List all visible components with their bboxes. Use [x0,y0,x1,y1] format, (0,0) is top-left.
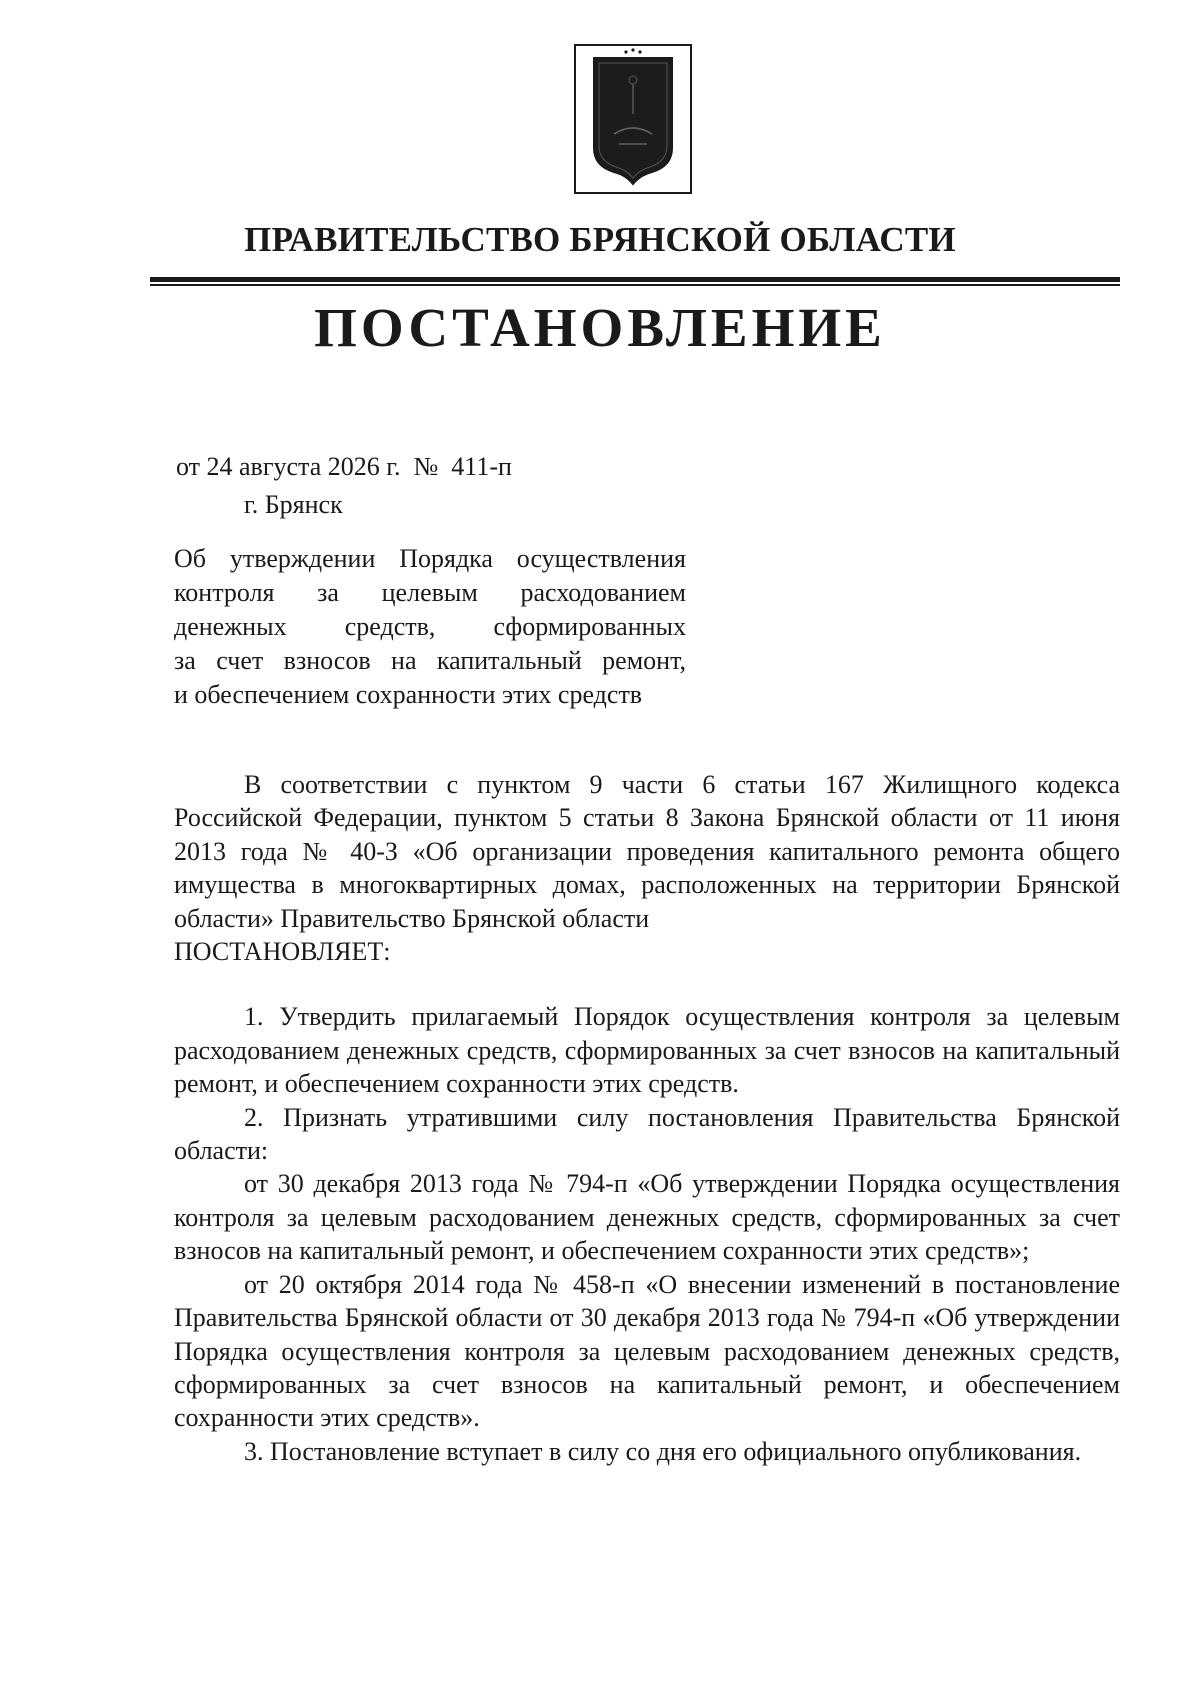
subject-line: и обеспечением сохранности этих средств [174,680,643,709]
item-3-paragraph: 3. Постановление вступает в силу со дня его официального опубликования. [244,1436,1082,1466]
document-meta [176,448,512,524]
subject-line: денежных средств, сформированных [174,612,686,641]
subject-line: контроля за целевым расходованием [174,578,686,607]
item-2b-paragraph: от 20 октября 2014 года № 458-п «О внесении изменений в постановление Правительства Брянской области от 30 декабря 2013 года № 794-п «Об утверждении Порядка осуществления контроля за целевым расходованием денежных средств, сформированных за счет взносов на капитальный ремонт, и обеспечением сохранности этих средств». [174,1269,1120,1433]
date-number-line: от 24 августа 2026 г. № 411-п [176,452,512,481]
item-2-paragraph: 2. Признать утратившими силу постановления Правительства Брянской области: [174,1102,1120,1166]
header-rule-thin [150,284,1120,286]
document-body [174,768,1120,1468]
subject-line: Об утверждении Порядка осуществления [174,544,686,573]
item-1-paragraph: 1. Утвердить прилагаемый Порядок осуществления контроля за целевым расходованием денежных средств, сформированных за счет взносов на капитальный ремонт, и обеспечением сохранности этих средств. [174,1002,1120,1099]
item-2a-paragraph: от 30 декабря 2013 года № 794-п «Об утверждении Порядка осуществления контроля за целевым расходованием денежных средств, сформированных за счет взносов на капитальный ремонт, и обеспечением сохранности этих средств»; [174,1169,1120,1266]
preamble-paragraph: В соответствии с пунктом 9 части 6 статьи 167 Жилищного кодекса Российской Федерации, пунктом 5 статьи 8 Закона Брянской области от 11 июня 2013 года № 40-З «Об организации проведения капитального ремонта общего имущества в многоквартирных домах, расположенных на территории Брянской области» Правительство Брянской области [174,770,1120,933]
resolves-line: ПОСТАНОВЛЯЕТ: [174,937,391,967]
header-rule-thick [150,277,1120,282]
coat-of-arms-icon [574,44,692,194]
city-line: г. Брянск [244,490,343,519]
subject-line: за счет взносов на капитальный ремонт, [174,646,686,675]
document-subject [174,542,686,712]
document-type: ПОСТАНОВЛЕНИЕ [314,297,886,358]
organization-title: ПРАВИТЕЛЬСТВО БРЯНСКОЙ ОБЛАСТИ [244,220,956,259]
